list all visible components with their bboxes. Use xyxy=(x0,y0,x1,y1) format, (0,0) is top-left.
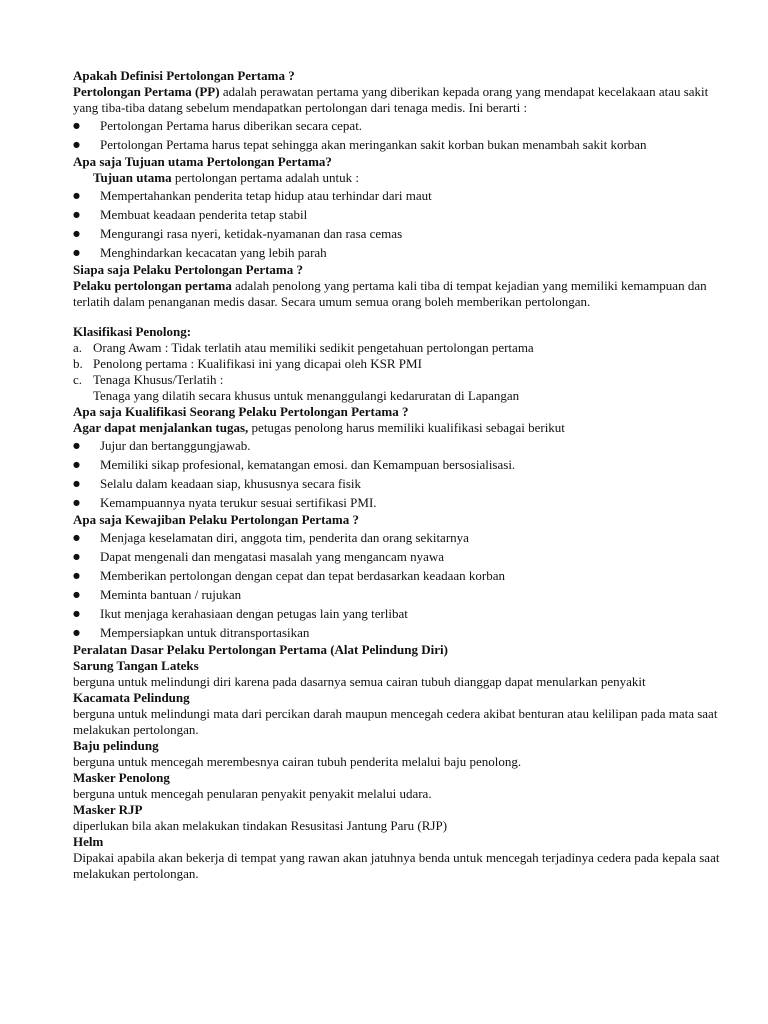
equipment-desc: berguna untuk melindungi mata dari percikan darah maupun mencegah cedera akibat benturan atau kelilipan pada mata saat melakukan pertolongan. xyxy=(73,706,718,737)
paragraph xyxy=(73,84,733,116)
section-heading: Siapa saja Pelaku Pertolongan Pertama ? xyxy=(73,262,304,277)
paragraph-text: petugas penolong harus memiliki kualifikasi sebagai berikut xyxy=(248,420,565,435)
list-item: ● Pertolongan Pertama harus diberikan secara cepat. xyxy=(73,116,733,135)
equipment-name: Masker Penolong xyxy=(73,770,170,785)
equipment-name: Helm xyxy=(73,834,104,849)
list-item-text: Tenaga Khusus/Terlatih : xyxy=(93,372,224,387)
section-heading: Apa saja Kewajiban Pelaku Pertolongan Pertama ? xyxy=(73,512,359,527)
section-peralatan xyxy=(73,642,733,882)
list-marker: b. xyxy=(73,356,83,371)
list-item-text: Penolong pertama : Kualifikasi ini yang dicapai oleh KSR PMI xyxy=(93,356,422,371)
equipment-desc: berguna untuk melindungi diri karena pada dasarnya semua cairan tubuh dianggap dapat menularkan penyakit xyxy=(73,674,646,689)
equipment-name: Baju pelindung xyxy=(73,738,159,753)
section-klasifikasi xyxy=(73,324,733,404)
list-item: ● Ikut menjaga kerahasiaan dengan petugas lain yang terlibat xyxy=(73,604,733,623)
paragraph-text: pertolongan pertama adalah untuk : xyxy=(171,170,359,185)
bold-term: Tujuan utama xyxy=(93,170,172,185)
equipment-name: Masker RJP xyxy=(73,802,143,817)
bullet-list xyxy=(73,116,733,154)
bullet-list xyxy=(73,186,733,262)
list-item xyxy=(73,356,733,372)
list-item: ● Membuat keadaan penderita tetap stabil xyxy=(73,205,733,224)
list-item: ● Jujur dan bertanggungjawab. xyxy=(73,436,733,455)
section-heading: Apa saja Kualifikasi Seorang Pelaku Pertolongan Pertama ? xyxy=(73,404,409,419)
list-item: ● Dapat mengenali dan mengatasi masalah yang mengancam nyawa xyxy=(73,547,733,566)
section-pelaku xyxy=(73,262,733,310)
bold-term: Agar dapat menjalankan tugas, xyxy=(73,420,249,435)
section-definisi xyxy=(73,68,733,154)
bold-term: Pertolongan Pertama (PP) xyxy=(73,84,220,99)
paragraph xyxy=(73,420,733,436)
equipment-desc: diperlukan bila akan melakukan tindakan Resusitasi Jantung Paru (RJP) xyxy=(73,818,448,833)
bullet-list xyxy=(73,528,733,642)
list-item: ● Memberikan pertolongan dengan cepat dan tepat berdasarkan keadaan korban xyxy=(73,566,733,585)
sub-paragraph-text: Tenaga yang dilatih secara khusus untuk menanggulangi kedaruratan di Lapangan xyxy=(93,388,520,403)
list-item: ● Mempersiapkan untuk ditransportasikan xyxy=(73,623,733,642)
section-kualifikasi xyxy=(73,404,733,512)
list-item xyxy=(73,372,733,388)
bold-term: Pelaku pertolongan pertama xyxy=(73,278,232,293)
list-item: ● Memiliki sikap profesional, kematangan emosi. dan Kemampuan bersosialisasi. xyxy=(73,455,733,474)
list-item: ● Menghindarkan kecacatan yang lebih parah xyxy=(73,243,733,262)
list-item xyxy=(73,340,733,356)
list-item: ● Mempertahankan penderita tetap hidup atau terhindar dari maut xyxy=(73,186,733,205)
lettered-list xyxy=(73,340,733,388)
list-marker: c. xyxy=(73,372,83,387)
list-item-text: Orang Awam : Tidak terlatih atau memiliki sedikit pengetahuan pertolongan pertama xyxy=(93,340,534,355)
list-item: ● Menjaga keselamatan diri, anggota tim, penderita dan orang sekitarnya xyxy=(73,528,733,547)
paragraph xyxy=(73,278,733,310)
sub-paragraph xyxy=(73,388,733,404)
section-kewajiban xyxy=(73,512,733,642)
list-item: ● Mengurangi rasa nyeri, ketidak-nyamanan dan rasa cemas xyxy=(73,224,733,243)
section-heading: Klasifikasi Penolong: xyxy=(73,324,192,339)
equipment-name: Kacamata Pelindung xyxy=(73,690,190,705)
paragraph-text: adalah perawatan pertama yang diberikan kepada orang yang mendapat kecelakaan atau sakit yang tiba-tiba datang sebelum mendapatkan pertolongan dari tenaga medis. Ini berarti : xyxy=(73,84,709,115)
paragraph xyxy=(73,170,733,186)
section-heading: Apa saja Tujuan utama Pertolongan Pertama? xyxy=(73,154,332,169)
list-item: ● Pertolongan Pertama harus tepat sehingga akan meringankan sakit korban bukan menambah sakit korban xyxy=(73,135,733,154)
equipment-desc: Dipakai apabila akan bekerja di tempat yang rawan akan jatuhnya benda untuk mencegah terjadinya cedera pada kepala saat melakukan pertolongan. xyxy=(73,850,720,881)
list-item: ● Kemampuannya nyata terukur sesuai sertifikasi PMI. xyxy=(73,493,733,512)
document-page xyxy=(73,68,733,882)
list-item: ● Meminta bantuan / rujukan xyxy=(73,585,733,604)
equipment-desc: berguna untuk mencegah merembesnya cairan tubuh penderita melalui baju penolong. xyxy=(73,754,522,769)
bullet-list xyxy=(73,436,733,512)
spacer xyxy=(73,310,733,324)
paragraph-text: adalah penolong yang pertama kali tiba di tempat kejadian yang memiliki kemampuan dan terlatih dalam penanganan medis dasar. Secara umum semua orang boleh memberikan pertolongan. xyxy=(73,278,707,309)
section-heading: Apakah Definisi Pertolongan Pertama ? xyxy=(73,68,295,83)
equipment-desc: berguna untuk mencegah penularan penyakit penyakit melalui udara. xyxy=(73,786,432,801)
list-marker: a. xyxy=(73,340,83,355)
section-heading: Peralatan Dasar Pelaku Pertolongan Pertama (Alat Pelindung Diri) xyxy=(73,642,448,657)
list-item: ● Selalu dalam keadaan siap, khususnya secara fisik xyxy=(73,474,733,493)
equipment-name: Sarung Tangan Lateks xyxy=(73,658,199,673)
section-tujuan xyxy=(73,154,733,262)
